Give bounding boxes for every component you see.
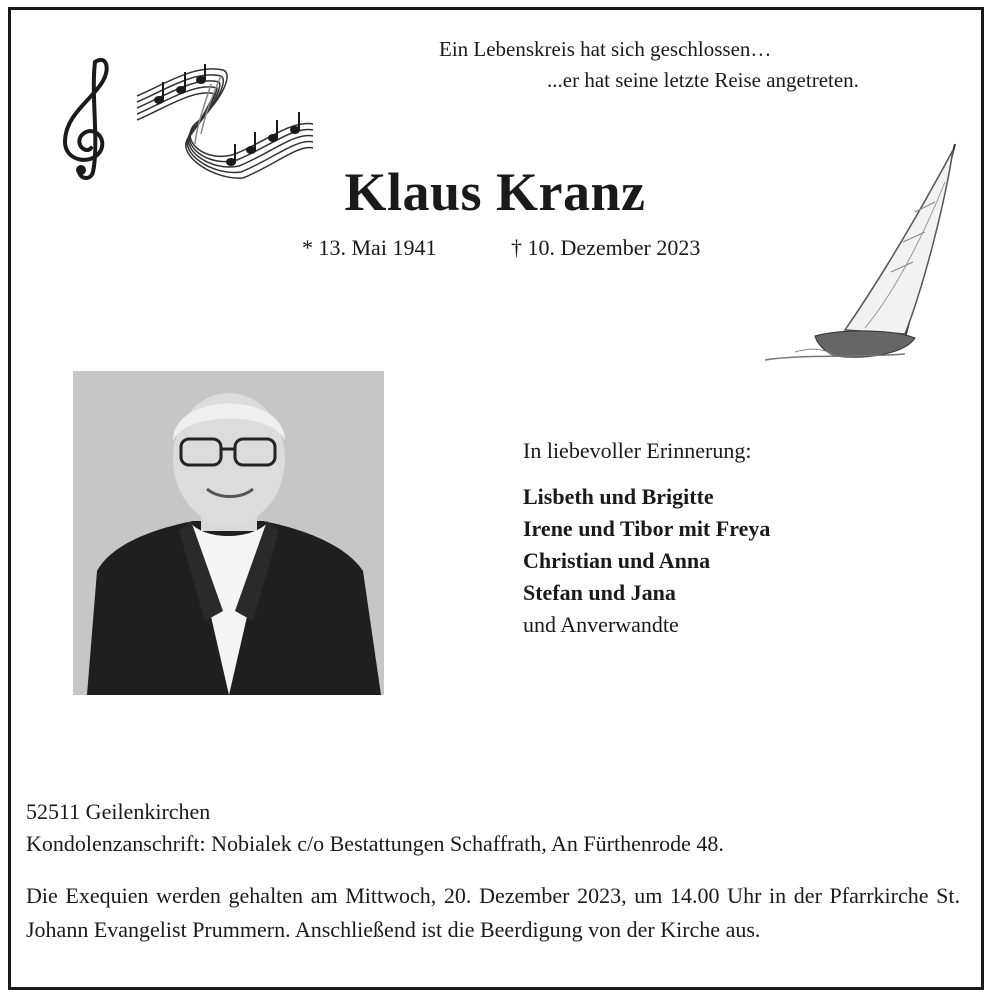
deceased-name: Klaus Kranz — [344, 162, 646, 222]
family-member: Stefan und Jana — [523, 580, 676, 605]
motto-line-1: Ein Lebenskreis hat sich geschlossen… — [439, 37, 772, 61]
family-member: Christian und Anna — [523, 548, 711, 573]
portrait-photo — [73, 371, 384, 695]
birth-date: * 13. Mai 1941 — [302, 235, 437, 260]
memory-heading: In liebevoller Erinnerung: — [523, 438, 752, 463]
address-block — [26, 796, 724, 860]
family-member: Lisbeth und Brigitte — [523, 484, 714, 509]
service-details: Die Exequien werden gehalten am Mittwoch, 20. Dezember 2023, um 14.00 Uhr in der Pfarrkirche St. Johann Evangelist Prummern. Anschließend ist die Beerdigung von der Kirche aus. — [26, 883, 960, 942]
relatives-line: und Anverwandte — [523, 612, 679, 637]
obituary-notice — [8, 7, 984, 990]
family-member: Irene und Tibor mit Freya — [523, 516, 771, 541]
motto-line-2: ...er hat seine letzte Reise angetreten. — [547, 68, 859, 92]
city-line: 52511 Geilenkirchen — [26, 799, 211, 824]
sailboat-icon — [755, 142, 965, 364]
condolence-address: Kondolenzanschrift: Nobialek c/o Bestattungen Schaffrath, An Fürthenrode 48. — [26, 831, 724, 856]
family-list — [523, 481, 770, 641]
death-date: † 10. Dezember 2023 — [511, 235, 701, 260]
